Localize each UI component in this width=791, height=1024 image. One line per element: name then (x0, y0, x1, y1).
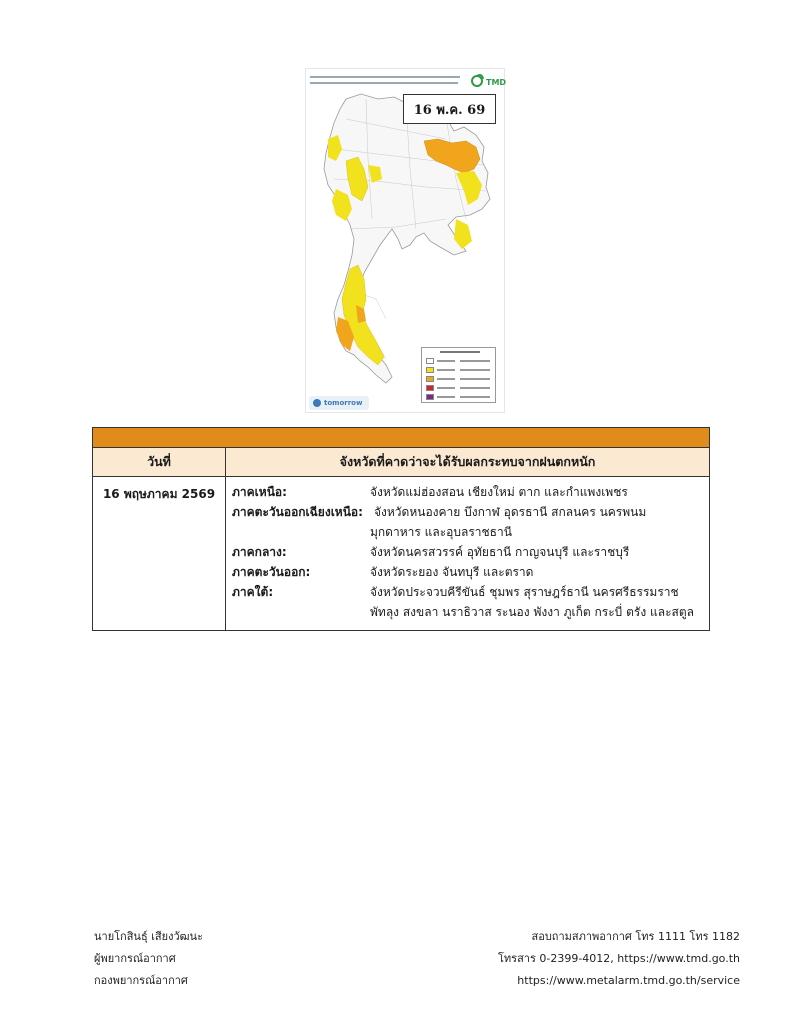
forecast-date: 16 พฤษภาคม 2569 (93, 477, 226, 631)
region-central (232, 542, 703, 562)
region-provinces: จังหวัดหนองคาย บึงกาฬ อุดรธานี สกลนคร นครพนม (374, 505, 647, 519)
region-provinces-continued: พัทลุง สงขลา นราธิวาส ระนอง พังงา ภูเก็ต กระบี่ ตรัง และสตูล (370, 605, 695, 619)
map-legend (421, 347, 496, 403)
map-date-label: 16 พ.ค. 69 (403, 94, 496, 124)
footer-contact (498, 926, 740, 992)
region-provinces: จังหวัดแม่ฮ่องสอน เชียงใหม่ ตาก และกำแพงเพชร (370, 485, 628, 499)
region-provinces: จังหวัดนครสวรรค์ อุทัยธานี กาญจนบุรี และราชบุรี (370, 545, 630, 559)
region-provinces-continued: มุกดาหาร และอุบลราชธานี (370, 525, 512, 539)
forecaster-name: นายโกสินธุ์ เสียงวัฒนะ (94, 930, 203, 943)
region-name: ภาคใต้: (232, 585, 274, 599)
region-provinces: จังหวัดประจวบคีรีขันธ์ ชุมพร สุราษฎร์ธานี นครศรีธรรมราช (370, 585, 679, 599)
contact-fax-web[interactable]: โทรสาร 0-2399-4012, https://www.tmd.go.th (498, 952, 740, 965)
header-date: วันที่ (93, 448, 226, 477)
region-northeast (232, 502, 703, 522)
region-name: ภาคกลาง: (232, 545, 287, 559)
region-list (226, 477, 710, 631)
forecaster-title: ผู้พยากรณ์อากาศ (94, 952, 176, 965)
contact-service-link[interactable]: https://www.metalarm.tmd.go.th/service (517, 974, 740, 987)
forecast-table (92, 427, 710, 631)
legend-row-moderate (426, 367, 492, 374)
tomorrow-logo-text: tomorrow (324, 399, 363, 407)
region-name: ภาคตะวันออกเฉียงเหนือ: (232, 505, 363, 519)
region-provinces: จังหวัดระยอง จันทบุรี และตราด (370, 565, 534, 579)
region-name: ภาคเหนือ: (232, 485, 287, 499)
legend-row-light (426, 358, 492, 365)
table-row (93, 477, 710, 631)
tomorrow-logo-icon (313, 399, 321, 407)
header-provinces: จังหวัดที่คาดว่าจะได้รับผลกระทบจากฝนตกหนัก (226, 448, 710, 477)
region-north (232, 482, 703, 502)
table-header-row (93, 448, 710, 477)
legend-title-line (440, 351, 480, 353)
region-name: ภาคตะวันออก: (232, 565, 311, 579)
tmd-logo-text: TMD (486, 78, 507, 87)
table-top-bar (93, 428, 710, 448)
footer-signature (94, 926, 203, 992)
legend-row-extreme (426, 394, 492, 401)
tomorrow-badge (309, 396, 369, 410)
contact-phone: สอบถามสภาพอากาศ โทร 1111 โทร 1182 (531, 930, 740, 943)
region-east (232, 562, 703, 582)
legend-row-very-heavy (426, 385, 492, 392)
forecaster-division: กองพยากรณ์อากาศ (94, 974, 188, 987)
legend-row-heavy (426, 376, 492, 383)
region-south (232, 582, 703, 602)
